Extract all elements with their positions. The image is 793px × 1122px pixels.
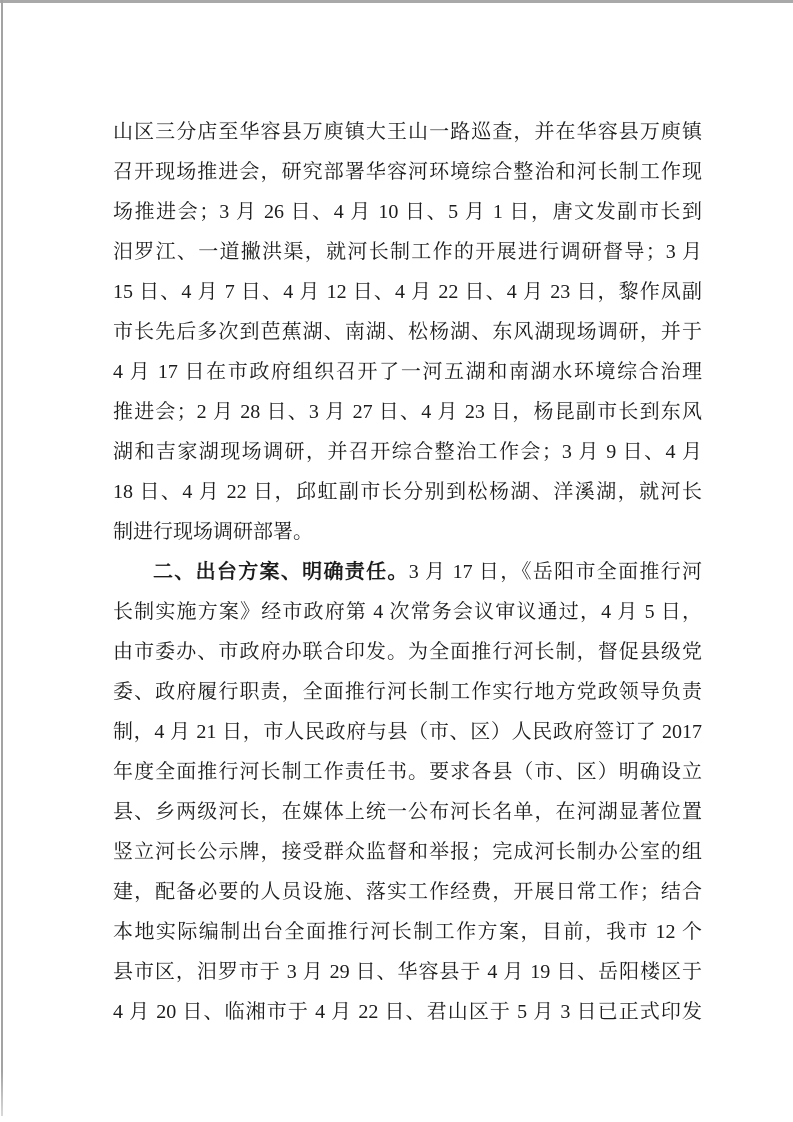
text-line: 市长先后多次到芭蕉湖、南湖、松杨湖、东风湖现场调研，并于 [113, 321, 702, 343]
text-line: 县市区，汨罗市于 3 月 29 日、华容县于 4 月 19 日、岳阳楼区于 [113, 961, 702, 983]
text-line: 制，4 月 21 日，市人民政府与县（市、区）人民政府签订了 2017 [113, 721, 702, 743]
scan-edge-left [1, 0, 3, 1116]
text-line: 推进会；2 月 28 日、3 月 27 日、4 月 23 日，杨昆副市长到东风 [113, 401, 702, 423]
text-line: 湖和吉家湖现场调研，并召开综合整治工作会；3 月 9 日、4 月 [113, 441, 702, 463]
text-line: 18 日、4 月 22 日，邱虹副市长分别到松杨湖、洋溪湖，就河长 [113, 481, 702, 503]
text-line: 山区三分店至华容县万庾镇大王山一路巡查，并在华容县万庾镇 [113, 121, 702, 143]
text-line: 15 日、4 月 7 日、4 月 12 日、4 月 22 日、4 月 23 日，黎作凤副 [113, 281, 702, 303]
text-run: 3 月 17 日，《岳阳市全面推行河 [408, 561, 702, 583]
text-line: 长制实施方案》经市政府第 4 次常务会议审议通过，4 月 5 日， [113, 601, 702, 623]
body-text [113, 112, 702, 1032]
text-line: 4 月 17 日在市政府组织召开了一河五湖和南湖水环境综合治理 [113, 361, 702, 383]
text-line: 本地实际编制出台全面推行河长制工作方案，目前，我市 12 个 [113, 921, 702, 943]
text-line [113, 552, 702, 592]
text-line: 委、政府履行职责，全面推行河长制工作实行地方党政领导负责 [113, 681, 702, 703]
text-line: 场推进会；3 月 26 日、4 月 10 日、5 月 1 日，唐文发副市长到 [113, 201, 702, 223]
text-line: 制进行现场调研部署。 [113, 521, 313, 543]
text-line: 由市委办、市政府办联合印发。为全面推行河长制，督促县级党 [113, 641, 702, 663]
text-line: 4 月 20 日、临湘市于 4 月 22 日、君山区于 5 月 3 日已正式印发 [113, 1001, 702, 1023]
scan-edge-top [0, 0, 793, 3]
section-heading: 二、出台方案、明确责任。 [153, 561, 409, 583]
text-line: 汨罗江、一道撇洪渠，就河长制工作的开展进行调研督导；3 月 [113, 241, 702, 263]
text-line: 召开现场推进会，研究部署华容河环境综合整治和河长制工作现 [113, 161, 702, 183]
text-line: 建，配备必要的人员设施、落实工作经费，开展日常工作；结合 [113, 881, 702, 903]
text-line: 竖立河长公示牌，接受群众监督和举报；完成河长制办公室的组 [113, 841, 702, 863]
text-line: 县、乡两级河长，在媒体上统一公布河长名单，在河湖显著位置 [113, 801, 702, 823]
text-line: 年度全面推行河长制工作责任书。要求各县（市、区）明确设立 [113, 761, 702, 783]
